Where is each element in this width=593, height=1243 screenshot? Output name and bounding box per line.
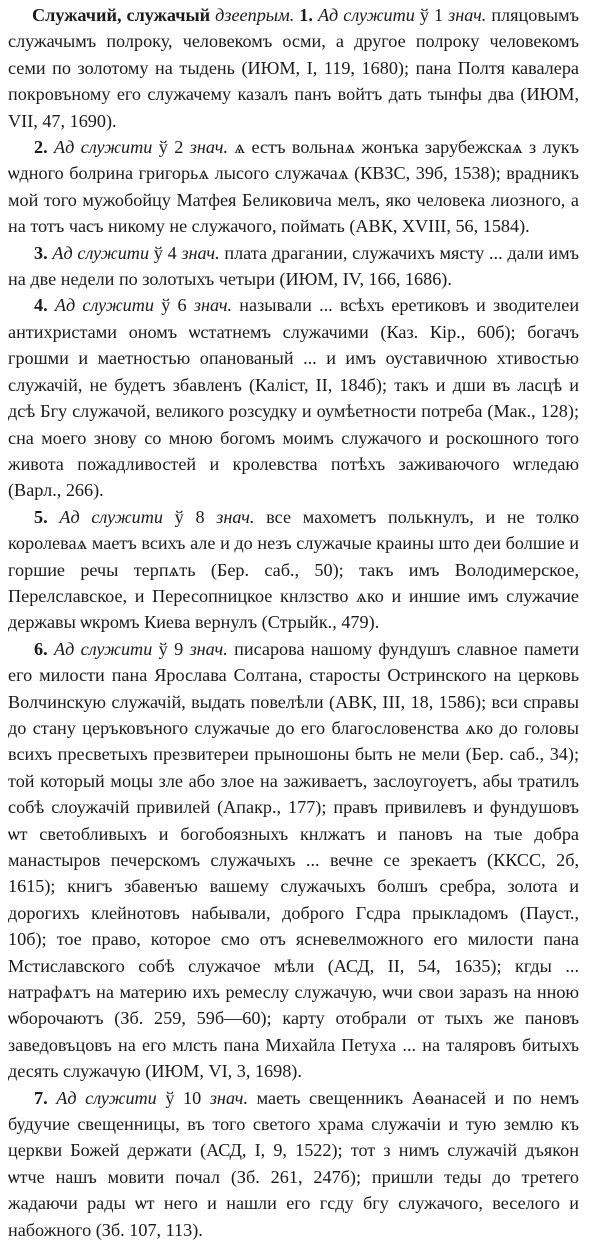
sense-reference: ў 6 [161,295,187,316]
sense-number: 3. [34,242,48,263]
sense-label: знач. [189,638,228,659]
reference-verb: Ад служити [56,1087,157,1108]
reference-verb: Ад служити [317,5,415,25]
reference-verb: Ад служити [54,295,154,316]
sense-text: называли ... всѣхъ еретиковъ и зводителеи антихристами ономъ ѡстатнемъ служачими (Каз. Кір., 60б); богачъ грошми и маетностью опанованый ... и имъ оуставичною хтивостью служачій, не будетъ збавленъ (Каліст, II, 184б); такъ и дши въ ласцѣ и дсѣ Бгу служачой, великого розсудку и оумѣетности потреба (Мак., 128); сна моего знову со мною богомъ моимъ служачого и роскошного того живота пожадливостей и кролевства потѣхъ заживаючого ѡгледаю (Варл., 266). [8,295,580,501]
sense-2 [8,134,579,240]
sense-text: ѧ естъ вольнаѧ жонъка зарубежскаѧ з лукъ ѡдного болрина григорьѧ лысого служачаѧ (КВЗС, 39б, 1538); врадникъ мой того мужобойцу Матфея Беликовича мелъ, яко человека лиозного, а на тотъ часъ никому не служачого, поймать (АВК, XVIII, 56, 1584). [8,137,580,237]
sense-number: 6. [34,638,48,659]
sense-4 [8,292,579,503]
reference-verb: Ад служити [52,242,150,263]
part-of-speech: дзеепрым. [215,5,295,25]
sense-reference: ў 4 [153,242,177,263]
headword: Служачий, служачый [32,5,211,25]
sense-reference: ў 8 [174,506,205,527]
sense-reference: ў 10 [165,1087,202,1108]
sense-number: 1. [299,5,313,25]
sense-number: 4. [34,295,48,316]
sense-reference: ў 1 [419,5,444,25]
sense-label: знач. [189,137,228,158]
reference-verb: Ад служити [54,638,153,659]
sense-text: писарова нашому фундушъ славное памети его милости пана Ярослава Солтана, старосты Остринского на церковь Волчинскую служачій, выдать повелѣли (АВК, III, 18, 1586); вси справы до стану церъковъного служачые до его благословенства ѧко до головы всихъ пресветыхъ презвитереи прыношоны быть не мели (Бер. саб., 34); той который моцы зле або злое на заживаетъ, заслоугоуетъ, абы тратилъ собѣ слоужачій привилей (Апакр., 177); правъ привилевъ и фундушовъ ѡт светобливыхъ и богобоязныхъ кнлжатъ и пановъ на тые добра манастыров печерскомъ служачыхъ ... вечне се зрекаетъ (ККСС, 2б, 1615); книгъ збавенъю вашему служачыхъ болшъ сребра, золота и дорогихъ клейнотовъ набывали, доброго Гсдра прыкладомъ (Пауст., 10б); тое право, которое смо отъ ясневелможного его милости пана Мстиславского собѣ служачое мѣли (АСД, II, 54, 1635); кгды ... натрафѧтъ на материю ихъ ремеслу служачую, ѡчи свои заразъ на нною ѡборочаютъ (Зб. 259, 59б—60); карту отобрали от тыхъ же пановъ заведовъцовъ на его млсть пана Михайла Петуха ... на таляровъ битыхъ десять служачую (ИЮМ, VI, 3, 1698). [8,638,580,1082]
sense-text: маеть свещенникъ Аѳанасей и по немъ будучие свещенницы, въ того светого храма служачіи и тую землю къ церкви Божей держати (АСД, I, 9, 1522); тот з нимъ служачій дъякон ѡтче нашъ мовити почал (Зб. 261, 247б); пришли теды до третего жадаючи рады ѡт него и нашли его гсду бгу служачого, веселого и набожного (Зб. 107, 113). [8,1087,579,1240]
sense-6 [8,636,579,1085]
sense-label: знач. [209,1087,249,1108]
sense-label: знач. [181,242,220,263]
sense-label: знач. [193,295,233,316]
sense-number: 7. [34,1087,48,1108]
sense-number: 5. [34,506,48,527]
sense-1 [8,2,579,134]
sense-text: плата драгании, служачихъ мясту ... дали имъ на две недели по золотыхъ четыри (ИЮМ, IV, 166, 1686). [8,242,580,290]
sense-reference: ў 9 [158,638,184,659]
sense-reference: ў 2 [158,137,184,158]
sense-3 [8,240,579,293]
reference-verb: Ад служити [54,137,153,158]
sense-text: все махометъ полькнулъ, и не толко королеваѧ маетъ всихъ але и до незъ служачые краины што деи болшие и горшие речы терпѧть (Бер. саб., 50); такъ имъ Володимерское, Перелславское, и Пересопницкое кнлзство ѧко и иншие имъ служачие державы ѡкромъ Киева вернулъ (Стрыйк., 479). [8,506,580,633]
sense-7 [8,1085,579,1243]
sense-label: знач. [448,5,487,25]
sense-5 [8,504,579,636]
sense-text: пляцовымъ служачымъ полроку, человекомъ осми, а другое полроку человекомъ семи по золотому на тыдень (ИЮМ, I, 119, 1680); пана Полтя кавалера покровъному его служачему казалъ панъ войтъ дать тынфы два (ИЮМ, VII, 47, 1690). [8,5,580,131]
reference-verb: Ад служити [59,506,163,527]
sense-number: 2. [34,137,48,158]
sense-label: знач. [216,506,255,527]
